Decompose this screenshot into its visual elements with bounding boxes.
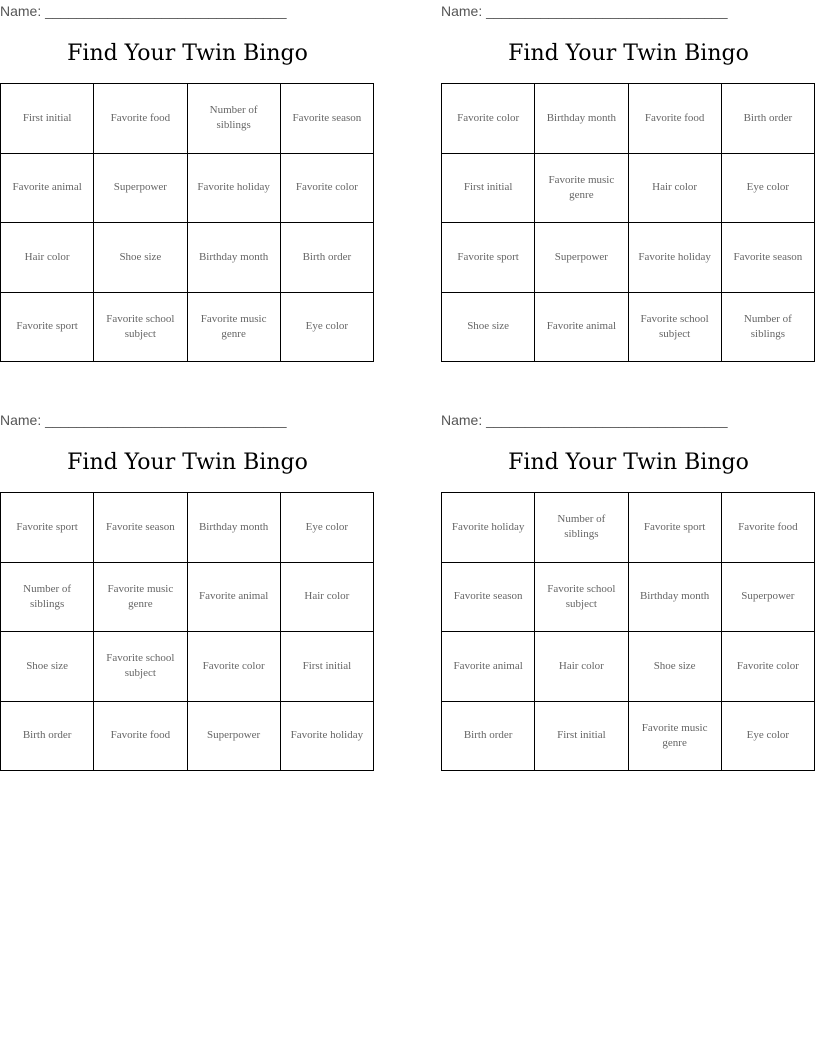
bingo-cell: Favorite sport [442, 223, 535, 293]
bingo-cell: Superpower [188, 702, 281, 772]
bingo-cell: Favorite season [94, 493, 187, 563]
bingo-grid [0, 83, 374, 362]
bingo-cell: Birthday month [188, 493, 281, 563]
bingo-cell: Number of siblings [1, 563, 94, 633]
bingo-cell: First initial [535, 702, 628, 772]
bingo-cell: Birthday month [535, 84, 628, 154]
bingo-cell: Favorite music genre [629, 702, 722, 772]
bingo-card-3 [0, 409, 375, 771]
bingo-cell: Birthday month [188, 223, 281, 293]
bingo-cell: Superpower [535, 223, 628, 293]
bingo-cell: Favorite food [94, 84, 187, 154]
bingo-grid [441, 83, 815, 362]
bingo-cell: Favorite sport [1, 293, 94, 363]
bingo-cell: Favorite music genre [94, 563, 187, 633]
bingo-cell: Birth order [1, 702, 94, 772]
bingo-cell: Favorite school subject [629, 293, 722, 363]
bingo-cell: Favorite animal [1, 154, 94, 224]
bingo-cell: Shoe size [1, 632, 94, 702]
bingo-cell: Favorite school subject [94, 632, 187, 702]
bingo-cell: First initial [1, 84, 94, 154]
bingo-cell: Favorite music genre [535, 154, 628, 224]
bingo-cell: Favorite sport [629, 493, 722, 563]
bingo-cell: Eye color [722, 702, 815, 772]
bingo-cell: Favorite color [442, 84, 535, 154]
bingo-grid [0, 492, 374, 771]
bingo-cell: Favorite season [722, 223, 815, 293]
bingo-grid [441, 492, 815, 771]
bingo-cell: Birth order [442, 702, 535, 772]
bingo-cell: Number of siblings [188, 84, 281, 154]
bingo-cell: Favorite music genre [188, 293, 281, 363]
bingo-cell: Favorite food [629, 84, 722, 154]
name-field-label: Name: _______________________________ [441, 3, 728, 19]
bingo-cell: First initial [281, 632, 374, 702]
bingo-cell: Shoe size [94, 223, 187, 293]
bingo-cell: Favorite holiday [442, 493, 535, 563]
bingo-cell: Hair color [1, 223, 94, 293]
bingo-cell: First initial [442, 154, 535, 224]
bingo-card-4 [441, 409, 816, 771]
bingo-cell: Favorite season [442, 563, 535, 633]
bingo-cell: Favorite food [722, 493, 815, 563]
bingo-cell: Favorite animal [442, 632, 535, 702]
bingo-cell: Shoe size [629, 632, 722, 702]
bingo-cell: Favorite color [722, 632, 815, 702]
bingo-cell: Hair color [535, 632, 628, 702]
bingo-cell: Eye color [281, 493, 374, 563]
bingo-cell: Favorite food [94, 702, 187, 772]
bingo-cell: Shoe size [442, 293, 535, 363]
bingo-cell: Birth order [281, 223, 374, 293]
bingo-cell: Favorite school subject [94, 293, 187, 363]
bingo-cell: Favorite holiday [281, 702, 374, 772]
bingo-cell: Favorite sport [1, 493, 94, 563]
bingo-cell: Favorite color [188, 632, 281, 702]
name-field-label: Name: _______________________________ [441, 412, 728, 428]
bingo-cell: Eye color [281, 293, 374, 363]
name-field-label: Name: _______________________________ [0, 3, 287, 19]
bingo-cell: Superpower [94, 154, 187, 224]
bingo-cell: Hair color [281, 563, 374, 633]
card-title: Find Your Twin Bingo [67, 41, 308, 66]
bingo-cell: Number of siblings [722, 293, 815, 363]
bingo-cell: Favorite holiday [629, 223, 722, 293]
bingo-cell: Favorite animal [535, 293, 628, 363]
bingo-cell: Favorite color [281, 154, 374, 224]
bingo-cell: Number of siblings [535, 493, 628, 563]
card-title: Find Your Twin Bingo [67, 450, 308, 475]
bingo-cell: Birth order [722, 84, 815, 154]
bingo-cell: Eye color [722, 154, 815, 224]
bingo-card-1 [0, 0, 375, 362]
bingo-cell: Favorite school subject [535, 563, 628, 633]
name-field-label: Name: _______________________________ [0, 412, 287, 428]
bingo-card-2 [441, 0, 816, 362]
card-title: Find Your Twin Bingo [508, 41, 749, 66]
bingo-cell: Favorite holiday [188, 154, 281, 224]
bingo-cell: Superpower [722, 563, 815, 633]
bingo-cell: Favorite season [281, 84, 374, 154]
bingo-cell: Birthday month [629, 563, 722, 633]
bingo-cell: Hair color [629, 154, 722, 224]
bingo-cell: Favorite animal [188, 563, 281, 633]
card-title: Find Your Twin Bingo [508, 450, 749, 475]
